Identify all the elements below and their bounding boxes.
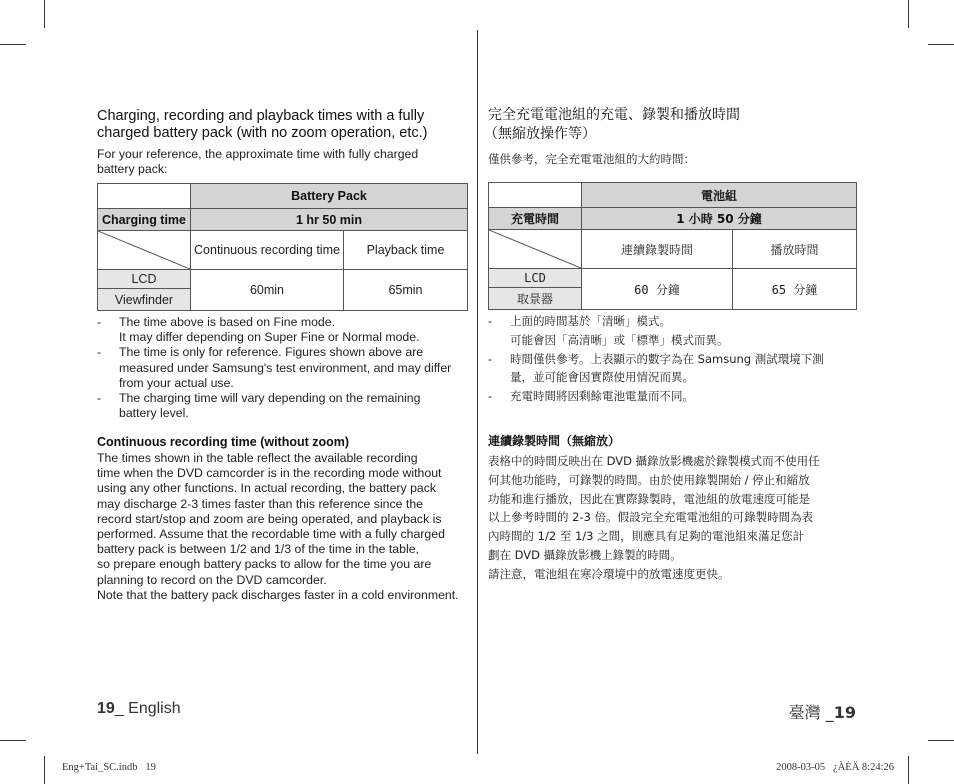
diagonal-line — [98, 231, 190, 269]
reference-note-cjk: 僅供參考，完全充電電池組的大約時間： — [488, 152, 695, 166]
body-line: 表格中的時間反映出在 DVD 攝錄放影機處於錄製模式而不使用任 — [488, 454, 820, 468]
body-line: using any other functions. In actual recording, the battery pack — [97, 481, 437, 496]
battery-pack-header: 電池組 — [582, 183, 857, 208]
list-item — [97, 315, 467, 345]
section-heading: Continuous recording time (without zoom) — [97, 435, 350, 449]
list-line: The time is only for reference. Figures shown above are — [119, 345, 424, 360]
list-line: 時間僅供參考。上表顯示的數字為在 Samsung 測試環境下測 — [510, 351, 824, 366]
bullet-dash: - — [97, 345, 102, 360]
title-line: 完全充電電池組的充電、錄製和播放時間 — [488, 107, 740, 123]
playback-header: Playback time — [344, 231, 468, 270]
continuous-recording-header: 連續錄製時間 — [582, 230, 733, 269]
playback-value: 65 分鐘 — [733, 269, 857, 310]
page-number-right — [789, 700, 856, 723]
page-language: 臺灣 _ — [788, 703, 834, 722]
body-line: record start/stop and zoom are being operated, and playback is — [97, 511, 442, 526]
body-line: planning to record on the DVD camcorder. — [97, 572, 327, 587]
footer-timestamp: 2008-03-05 ¿ÀÈÄ 8:24:26 — [776, 762, 894, 773]
footer-file-info: Eng+Tai_SC.indb 19 — [62, 762, 156, 773]
bullet-dash: - — [97, 315, 102, 329]
charging-time-value: 1 hr 50 min — [191, 209, 468, 231]
body-line: may discharge 2-3 times faster than this reference since the — [97, 496, 424, 511]
continuous-value: 60 分鐘 — [582, 269, 733, 310]
battery-pack-header: Battery Pack — [191, 184, 468, 209]
body-line: 劃在 DVD 攝錄放影機上錄製的時間。 — [488, 547, 682, 562]
body-line: so prepare enough battery packs to allow for the time you are — [97, 557, 432, 572]
crop-mark — [908, 756, 909, 784]
list-line: It may differ depending on Super Fine or Normal mode. — [119, 330, 420, 345]
crop-mark — [928, 44, 954, 45]
list-line: battery level. — [119, 406, 189, 421]
list-item — [488, 350, 858, 388]
list-line: The time above is based on Fine mode. — [119, 315, 336, 329]
playback-header: 播放時間 — [733, 230, 857, 269]
list-item — [97, 345, 467, 391]
list-line: measured under Samsung's test environment, and may differ — [119, 360, 452, 375]
table-corner — [489, 183, 582, 208]
bullet-dash: - — [488, 314, 493, 328]
table-corner — [98, 184, 191, 209]
title-line: （無縮放操作等） — [484, 126, 596, 142]
body-line: battery pack is between 1/2 and 1/3 of the time in the table, — [97, 542, 419, 557]
charging-time-label: 充電時間 — [489, 208, 582, 230]
continuous-recording-header: Continuous recording time — [191, 231, 344, 270]
page-number: 19 — [833, 703, 856, 722]
battery-time-table — [97, 183, 468, 311]
diagonal-cell — [98, 231, 191, 270]
page-number: 19 — [97, 700, 115, 717]
bullet-dash: - — [488, 389, 493, 404]
body-line: time when the DVD camcorder is in the recording mode without — [97, 466, 442, 481]
notes-list — [97, 315, 467, 421]
playback-value: 65min — [344, 270, 468, 311]
charging-time-label: Charging time — [98, 209, 191, 231]
diagonal-cell — [489, 230, 582, 269]
list-line: 可能會因「高清晰」或「標準」模式而異。 — [510, 332, 729, 347]
bullet-dash: - — [488, 351, 493, 366]
crop-mark — [0, 44, 26, 45]
crop-mark — [908, 0, 909, 28]
lcd-label: LCD — [489, 269, 582, 288]
section-title — [97, 108, 467, 142]
body-line: 何其他功能時，可錄製的時間。由於使用錄製開始 / 停止和縮放 — [488, 472, 810, 487]
list-line: from your actual use. — [119, 375, 234, 390]
note-line: battery pack: — [97, 162, 168, 176]
charging-time-value: 1 小時 50 分鐘 — [582, 208, 857, 230]
crop-mark — [0, 740, 26, 741]
body-line: performed. Assume that the recordable time with a fully charged — [97, 527, 445, 542]
body-line: 內時間的 1/2 至 1/3 之間，則應具有足夠的電池組來滿足您計 — [488, 529, 805, 544]
body-line: 以上參考時間的 2-3 倍。假設完全充電電池組的可錄製時間為表 — [488, 510, 814, 525]
crop-mark — [44, 756, 45, 784]
battery-time-table-cjk — [488, 182, 857, 310]
lcd-label: LCD — [98, 270, 191, 289]
page-number-left — [97, 700, 181, 718]
continuous-value: 60min — [191, 270, 344, 311]
list-line: The charging time will vary depending on the remaining — [119, 391, 421, 406]
viewfinder-label: 取景器 — [489, 288, 582, 310]
diagonal-line — [489, 230, 581, 268]
note-line: For your reference, the approximate time with fully charged — [97, 147, 419, 161]
body-line: The times shown in the table reflect the available recording — [97, 451, 418, 465]
crop-mark — [44, 0, 45, 28]
page-language: _ English — [114, 700, 181, 717]
section-body — [97, 451, 472, 603]
section-heading-cjk: 連續錄製時間（無縮放） — [488, 434, 621, 448]
body-line: Note that the battery pack discharges faster in a cold environment. — [97, 587, 459, 602]
title-line: charged battery pack (with no zoom operation, etc.) — [97, 125, 428, 141]
section-title-cjk — [484, 106, 856, 144]
viewfinder-label: Viewfinder — [98, 289, 191, 311]
title-line: Charging, recording and playback times with a fully — [97, 108, 425, 124]
notes-list-cjk — [488, 312, 858, 406]
crop-mark — [928, 740, 954, 741]
body-line: 請注意，電池組在寒冷環境中的放電速度更快。 — [488, 566, 730, 581]
bullet-dash: - — [97, 391, 102, 406]
list-line: 量，並可能會因實際使用情況而異。 — [510, 370, 694, 385]
list-line: 充電時間將因剩餘電池電量而不同。 — [510, 389, 694, 404]
section-body-cjk — [488, 452, 860, 584]
page-divider — [477, 30, 478, 754]
body-line: 功能和進行播放，因此在實際錄製時，電池組的放電速度可能是 — [488, 491, 810, 506]
list-item — [488, 387, 858, 406]
list-item — [488, 312, 858, 350]
list-item — [97, 391, 467, 421]
reference-note — [97, 147, 467, 177]
list-line: 上面的時間基於「清晰」模式。 — [510, 314, 671, 328]
